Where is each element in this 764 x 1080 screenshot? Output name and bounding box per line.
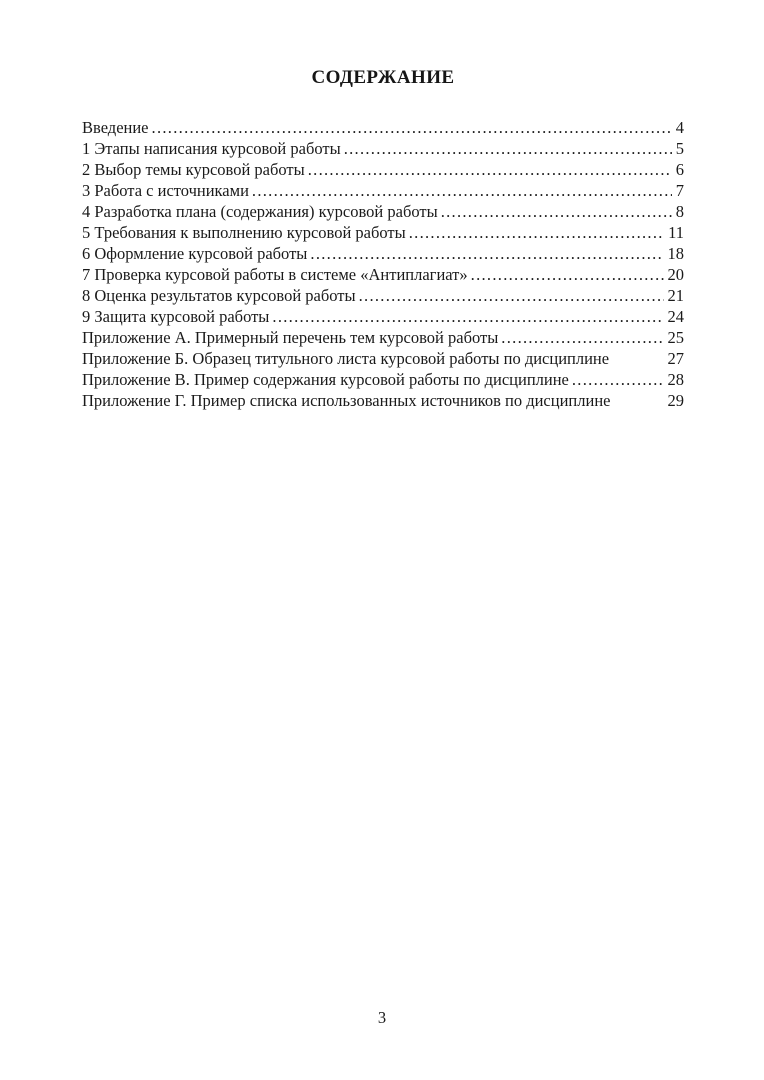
toc-entry	[82, 285, 684, 306]
toc-entry-label: 5 Требования к выполнению курсовой работы	[82, 223, 406, 242]
toc-entry	[82, 117, 684, 138]
toc-entry	[82, 180, 684, 201]
toc-entry	[82, 222, 684, 243]
toc-entry	[82, 306, 684, 327]
toc-entry-page: 21	[667, 286, 684, 305]
page-title: СОДЕРЖАНИЕ	[311, 67, 455, 88]
toc-entry-page: 6	[675, 160, 684, 179]
toc-entry	[82, 138, 684, 159]
toc-entry-page: 18	[667, 244, 684, 263]
dot-leader	[272, 306, 663, 327]
dot-leader	[501, 327, 663, 348]
dot-leader	[308, 159, 672, 180]
toc-section	[82, 66, 684, 411]
toc-entry-label: Приложение А. Примерный перечень тем курсовой работы	[82, 328, 499, 347]
toc-entry-page: 20	[667, 265, 684, 284]
toc-entry	[82, 243, 684, 264]
toc-entry-label: 2 Выбор темы курсовой работы	[82, 160, 305, 179]
toc-entry	[82, 201, 684, 222]
toc-entry-label: 4 Разработка плана (содержания) курсовой работы	[82, 202, 438, 221]
toc-entry	[82, 327, 684, 348]
toc-entry-label: Приложение В. Пример содержания курсовой работы по дисциплине	[82, 370, 569, 389]
toc-entry	[82, 159, 684, 180]
toc-entry-page: 8	[675, 202, 684, 221]
toc-entry-page: 27	[667, 349, 684, 368]
dot-leader	[310, 243, 663, 264]
toc-entry	[82, 390, 684, 411]
dot-leader	[152, 117, 672, 138]
toc-entry-page: 28	[667, 370, 684, 389]
toc-entry-page: 24	[667, 307, 684, 326]
toc-entry-label: 7 Проверка курсовой работы в системе «Антиплагиат»	[82, 265, 468, 284]
toc-entry-label: Приложение Г. Пример списка использованных источников по дисциплине	[82, 391, 611, 410]
dot-leader	[471, 264, 664, 285]
dot-leader	[252, 180, 672, 201]
toc-entry-label: 1 Этапы написания курсовой работы	[82, 139, 341, 158]
toc-entry-label: Введение	[82, 118, 149, 137]
dot-leader	[359, 285, 664, 306]
toc-entry-label: Приложение Б. Образец титульного листа курсовой работы по дисциплине	[82, 349, 610, 368]
toc-entry-page: 29	[667, 391, 684, 410]
toc-entry-label: 3 Работа с источниками	[82, 181, 249, 200]
toc-entry-page: 11	[668, 223, 684, 242]
toc-entry-page: 25	[667, 328, 684, 347]
toc-entry-page: 5	[675, 139, 684, 158]
page-number: 3	[377, 1008, 387, 1027]
table-of-contents	[82, 117, 684, 411]
toc-entry	[82, 264, 684, 285]
dot-leader	[572, 369, 664, 390]
dot-leader	[409, 222, 664, 243]
toc-entry-page: 4	[675, 118, 684, 137]
toc-entry	[82, 348, 684, 369]
toc-entry-page: 7	[675, 181, 684, 200]
dot-leader	[344, 138, 672, 159]
toc-entry	[82, 369, 684, 390]
toc-entry-label: 6 Оформление курсовой работы	[82, 244, 308, 263]
dot-leader	[441, 201, 672, 222]
toc-entry-label: 9 Защита курсовой работы	[82, 307, 270, 326]
toc-entry-label: 8 Оценка результатов курсовой работы	[82, 286, 356, 305]
